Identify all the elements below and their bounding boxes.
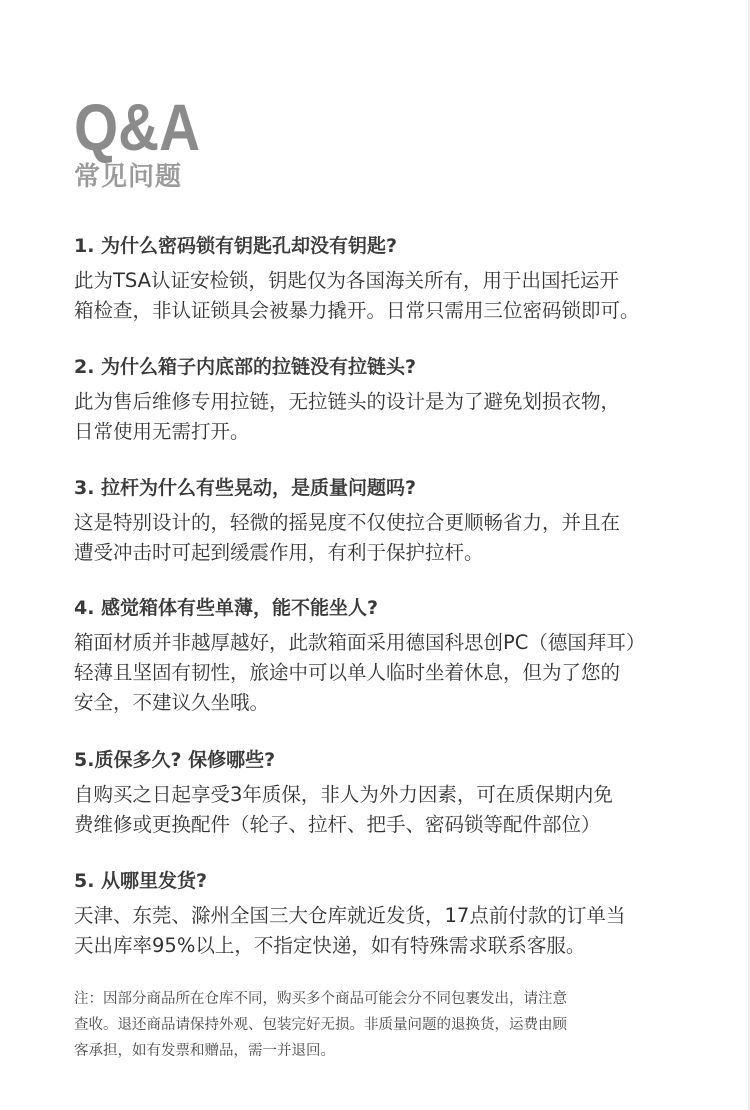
faq-question: 5. 从哪里发货? <box>74 870 208 892</box>
faq-answer-line: 天津、东莞、滁州全国三大仓库就近发货，17点前付款的订单当 <box>74 904 626 927</box>
faq-answer-line: 天出库率95%以上，不指定快递，如有特殊需求联系客服。 <box>74 934 586 957</box>
faq-question: 1. 为什么密码锁有钥匙孔却没有钥匙? <box>74 235 398 257</box>
faq-question: 3. 拉杆为什么有些晃动，是质量问题吗? <box>74 477 417 499</box>
faq-item-1 <box>74 232 714 326</box>
faq-question: 4. 感觉箱体有些单薄，能不能坐人? <box>74 597 379 619</box>
page-header <box>74 88 221 192</box>
faq-answer-line: 自购买之日起享受3年质保，非人为外力因素，可在质保期内免 <box>74 783 613 806</box>
faq-answer-line: 此为售后维修专用拉链，无拉链头的设计是为了避免划损衣物， <box>74 390 621 413</box>
faq-answer-line: 此为TSA认证安检锁，钥匙仅为各国海关所有，用于出国托运开 <box>74 269 619 292</box>
faq-item-5 <box>74 746 714 840</box>
faq-item-2 <box>74 353 714 447</box>
faq-item-4 <box>74 594 714 718</box>
footnote <box>74 986 694 1064</box>
footnote-line: 注：因部分商品所在仓库不同，购买多个商品可能会分不同包裹发出，请注意 <box>74 991 567 1007</box>
faq-item-6 <box>74 867 714 961</box>
faq-answer-line: 日常使用无需打开。 <box>74 420 250 443</box>
faq-answer-line: 安全，不建议久坐哦。 <box>74 691 270 714</box>
faq-item-3 <box>74 474 714 568</box>
faq-answer-line: 箱检查，非认证锁具会被暴力撬开。日常只需用三位密码锁即可。 <box>74 299 640 322</box>
page-subtitle: 常见问题 <box>74 162 183 192</box>
faq-answer-line: 轻薄且坚固有韧性，旅途中可以单人临时坐着休息，但为了您的 <box>74 661 621 684</box>
faq-answer-line: 箱面材质并非越厚越好，此款箱面采用德国科思创PC（德国拜耳） <box>74 631 646 654</box>
faq-answer-line: 费维修或更换配件（轮子、拉杆、把手、密码锁等配件部位） <box>74 813 601 836</box>
faq-question: 5.质保多久? 保修哪些? <box>74 749 276 771</box>
faq-question: 2. 为什么箱子内底部的拉链没有拉链头? <box>74 356 417 378</box>
faq-answer-line: 这是特别设计的，轻微的摇晃度不仅使拉合更顺畅省力，并且在 <box>74 511 621 534</box>
faq-answer-line: 遭受冲击时可起到缓震作用，有利于保护拉杆。 <box>74 541 484 564</box>
footnote-line: 客承担，如有发票和赠品，需一并退回。 <box>74 1043 335 1059</box>
footnote-line: 查收。退还商品请保持外观、包装完好无损。非质量问题的退换货，运费由顾 <box>74 1017 567 1033</box>
page-title: Q&A <box>74 90 201 164</box>
